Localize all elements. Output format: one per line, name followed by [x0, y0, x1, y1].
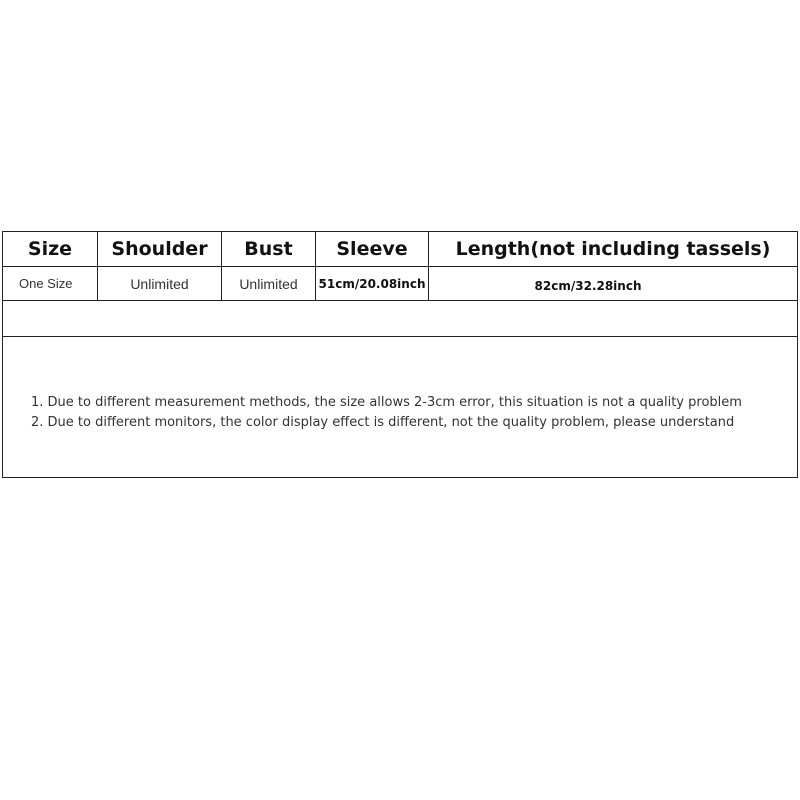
note-color-display: 2. Due to different monitors, the color display effect is different, not the quality problem, please understand — [31, 415, 735, 430]
notes-section — [3, 337, 797, 477]
cell-shoulder: Unlimited — [98, 267, 222, 300]
cell-bust: Unlimited — [222, 267, 316, 300]
table-header-row — [3, 232, 797, 267]
cell-sleeve: 51cm/20.08inch — [316, 267, 429, 300]
header-length: Length(not including tassels) — [455, 238, 771, 260]
header-sleeve: Sleeve — [316, 232, 429, 266]
header-shoulder: Shoulder — [98, 232, 222, 266]
empty-row — [3, 301, 797, 337]
cell-length: 82cm/32.28inch — [534, 278, 642, 293]
header-bust: Bust — [222, 232, 316, 266]
table-row — [3, 267, 797, 301]
header-size: Size — [3, 232, 98, 266]
cell-size: One Size — [3, 267, 98, 300]
size-chart-table — [2, 231, 798, 478]
note-measurement-error: 1. Due to different measurement methods, the size allows 2-3cm error, this situation is not a quality problem — [31, 395, 742, 410]
